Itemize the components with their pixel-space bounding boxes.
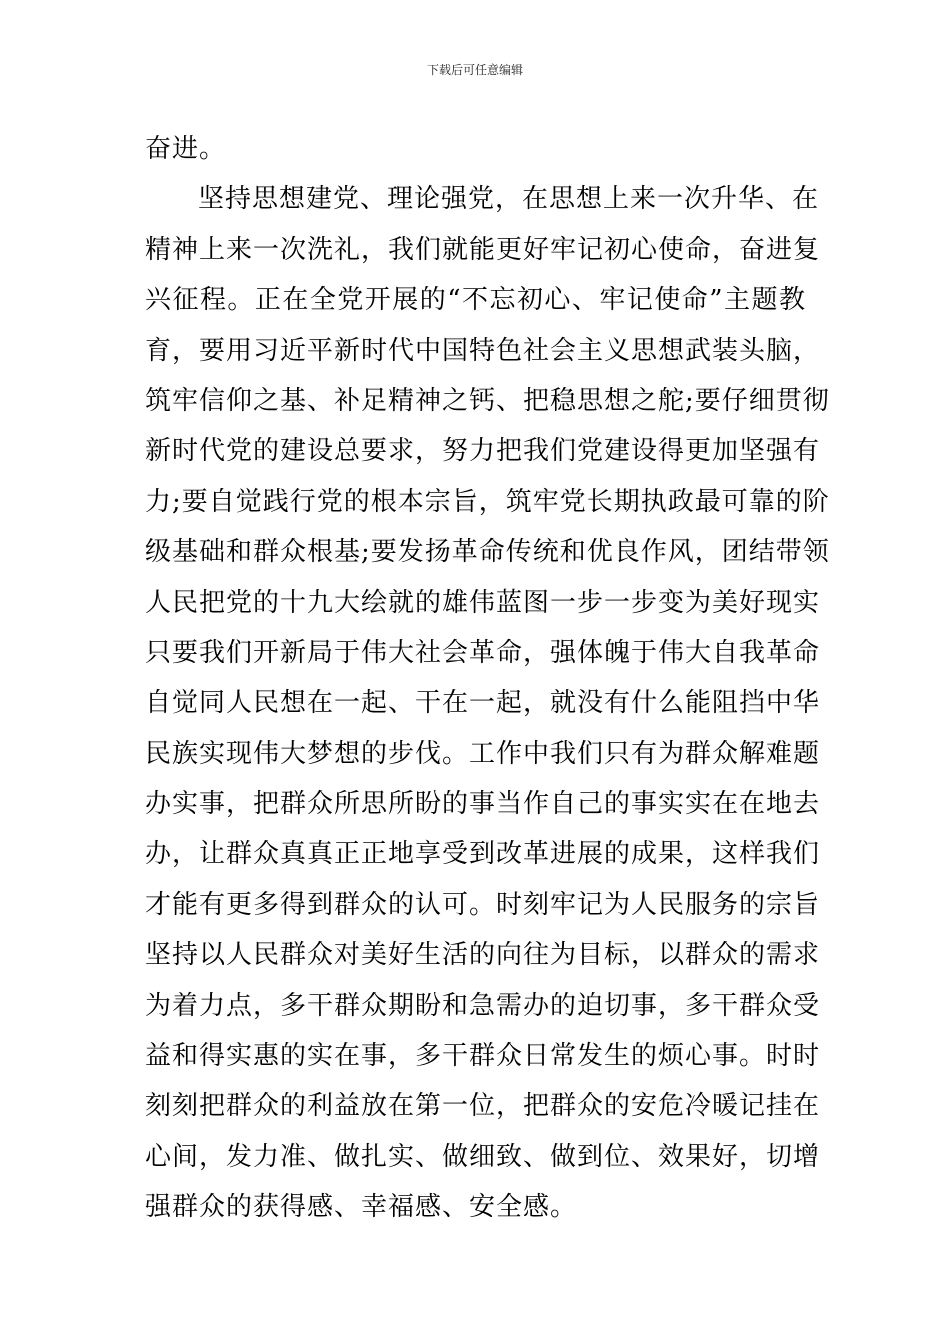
paragraph-line: 级基础和群众根基;要发扬革命传统和优良作风，团结带领 bbox=[145, 537, 830, 568]
page-header: 下载后可任意编辑 bbox=[426, 63, 523, 77]
paragraph-line: 兴征程。正在全党开展的“不忘初心、牢记使命”主题教 bbox=[145, 285, 806, 316]
paragraph-line: 坚持以人民群众对美好生活的向往为目标，以群众的需求 bbox=[145, 940, 821, 971]
paragraph-line: 力;要自觉践行党的根本宗旨，筑牢党长期执政最可靠的阶 bbox=[145, 486, 830, 517]
paragraph-line: 为着力点，多干群众期盼和急需办的迫切事，多干群众受 bbox=[145, 990, 821, 1021]
paragraph-line: 才能有更多得到群众的认可。时刻牢记为人民服务的宗旨 bbox=[145, 889, 821, 920]
document-body bbox=[145, 124, 830, 1233]
paragraph-line: 心间，发力准、做扎实、做细致、做到位、效果好，切增 bbox=[145, 1141, 821, 1172]
paragraph-line: 精神上来一次洗礼，我们就能更好牢记初心使命，奋进复 bbox=[145, 234, 821, 265]
paragraph-line: 自觉同人民想在一起、干在一起，就没有什么能阻挡中华 bbox=[145, 688, 821, 719]
paragraph-line: 人民把党的十九大绘就的雄伟蓝图一步一步变为美好现实 bbox=[145, 587, 821, 618]
paragraph-line: 育，要用习近平新时代中国特色社会主义思想武装头脑， bbox=[145, 335, 821, 366]
paragraph-line: 只要我们开新局于伟大社会革命，强体魄于伟大自我革命 bbox=[145, 637, 821, 668]
paragraph-line: 刻刻把群众的利益放在第一位，把群众的安危冷暖记挂在 bbox=[145, 1091, 821, 1122]
paragraph-line: 办，让群众真真正正地享受到改革进展的成果，这样我们 bbox=[145, 839, 821, 870]
paragraph-line: 新时代党的建设总要求，努力把我们党建设得更加坚强有 bbox=[145, 436, 821, 467]
paragraph-line: 筑牢信仰之基、补足精神之钙、把稳思想之舵;要仔细贯彻 bbox=[145, 385, 830, 416]
paragraph-line: 益和得实惠的实在事，多干群众日常发生的烦心事。时时 bbox=[145, 1041, 821, 1072]
paragraph-line: 民族实现伟大梦想的步伐。工作中我们只有为群众解难题 bbox=[145, 738, 821, 769]
paragraph-line: 坚持思想建党、理论强党，在思想上来一次升华、在 bbox=[198, 184, 820, 215]
paragraph-line: 奋进。 bbox=[145, 134, 227, 164]
paragraph-line: 办实事，把群众所思所盼的事当作自己的事实实在在地去 bbox=[145, 789, 821, 820]
paragraph-line: 强群众的获得感、幸福感、安全感。 bbox=[145, 1192, 578, 1223]
